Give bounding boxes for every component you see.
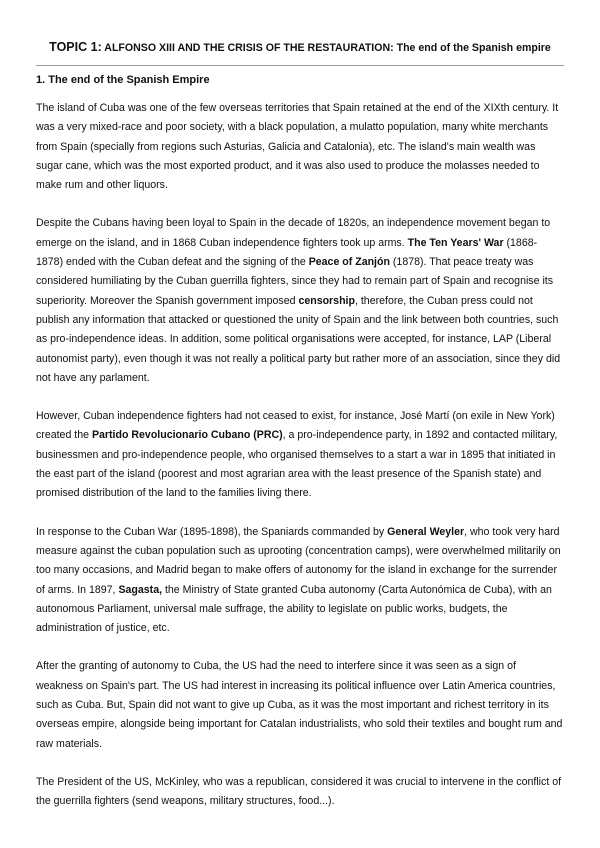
text-run: , who took very hard measure against the cuban population such as uprooting (concentration camps), were overwhelmed militarily on too many occasions, and Madrid began to make offers of autonomy for the island in exchange for the surrender of arms. In 1897,	[36, 525, 561, 596]
title-text: ALFONSO XIII AND THE CRISIS OF THE RESTAURATION: The end of the Spanish empire	[104, 42, 551, 54]
text-run: After the granting of autonomy to Cuba, the US had the need to interfere since it was seen as a sign of weakness on Spain's part. The US had interest in increasing its political influence over Latin America countries, such as Cuba. But, Spain did not want to give up Cuba, as it was the most important and richest territory in its overseas empire, alongside being important for Catalan industrialists, who sold their textiles and bought rum and raw materials.	[36, 660, 563, 750]
text-run: , a pro-independence party, in 1892 and contacted military, businessmen and pro-independence people, who organised themselves to a start a war in 1895 that initiated in the east part of the island (poorest and most agrarian area with the least presence of the Spanish state) and promised distribution of the land to the families living there.	[36, 429, 558, 500]
document-title	[46, 40, 554, 55]
text-run: The island of Cuba was one of the few overseas territories that Spain retained at the end of the XIXth century. It was a very mixed-race and poor society, with a black population, a mulatto population, many white merchants from Spain (specially from regions such Asturias, Galicia and Catalonia), etc. The island's main wealth was sugar cane, which was the most exported product, and it was also used to produce the molasses needed to make rum and other liquors.	[36, 102, 559, 192]
bold-term: Peace of Zanjón	[308, 256, 390, 269]
section-heading: 1. The end of the Spanish Empire	[36, 74, 210, 86]
paragraph-2	[36, 214, 564, 388]
text-run: However, Cuban independence fighters had not ceased to exist, for instance, José Martí (on exile in New York) created the	[36, 410, 555, 442]
text-run: (1868-1878) ended with the Cuban defeat and the signing of the	[36, 236, 538, 269]
bold-term: The Ten Years' War	[407, 236, 504, 249]
bold-term: censorship	[298, 294, 355, 307]
text-run: Despite the Cubans having been loyal to Spain in the decade of 1820s, an independence movement began to emerge on the island, and in 1868 Cuban independence fighters took up arms.	[36, 217, 551, 249]
text-run: the Ministry of State granted Cuba autonomy (Carta Autonómica de Cuba), with an autonomous Parliament, universal male suffrage, the ability to legislate on public works, budgets, the administration of justice, etc.	[36, 583, 552, 635]
paragraph-6	[36, 773, 564, 812]
paragraph-5	[36, 657, 564, 753]
bold-term: General Weyler	[387, 525, 465, 538]
paragraph-1	[36, 99, 564, 195]
paragraph-3	[36, 407, 564, 503]
text-run: The President of the US, McKinley, who was a republican, considered it was crucial to intervene in the conflict of the guerrilla fighters (send weapons, military structures, food...).	[36, 775, 562, 808]
paragraph-4	[36, 523, 564, 639]
bold-term: Sagasta,	[118, 583, 163, 596]
bold-term: Partido Revolucionario Cubano (PRC)	[91, 429, 283, 442]
body-text	[36, 99, 564, 812]
title-topic-label: TOPIC 1:	[49, 40, 102, 54]
text-run: In response to the Cuban War (1895-1898), the Spaniards commanded by	[36, 525, 388, 538]
title-divider	[36, 65, 564, 66]
text-run: (1878). That peace treaty was considered humiliating by the Cuban guerrilla fighters, since they had to remain part of Spain and recognise its superiority. Moreover the Spanish government imposed	[36, 256, 554, 307]
text-run: , therefore, the Cuban press could not publish any information that attacked or questioned the unity of Spain and the link between both countries, such as pro-independence ideas. In addition, some political organisations were accepted, for instance, LAP (Liberal autonomist party), even though it was not really a political party but rather more of an association, since they did not have any parlament.	[36, 294, 561, 384]
